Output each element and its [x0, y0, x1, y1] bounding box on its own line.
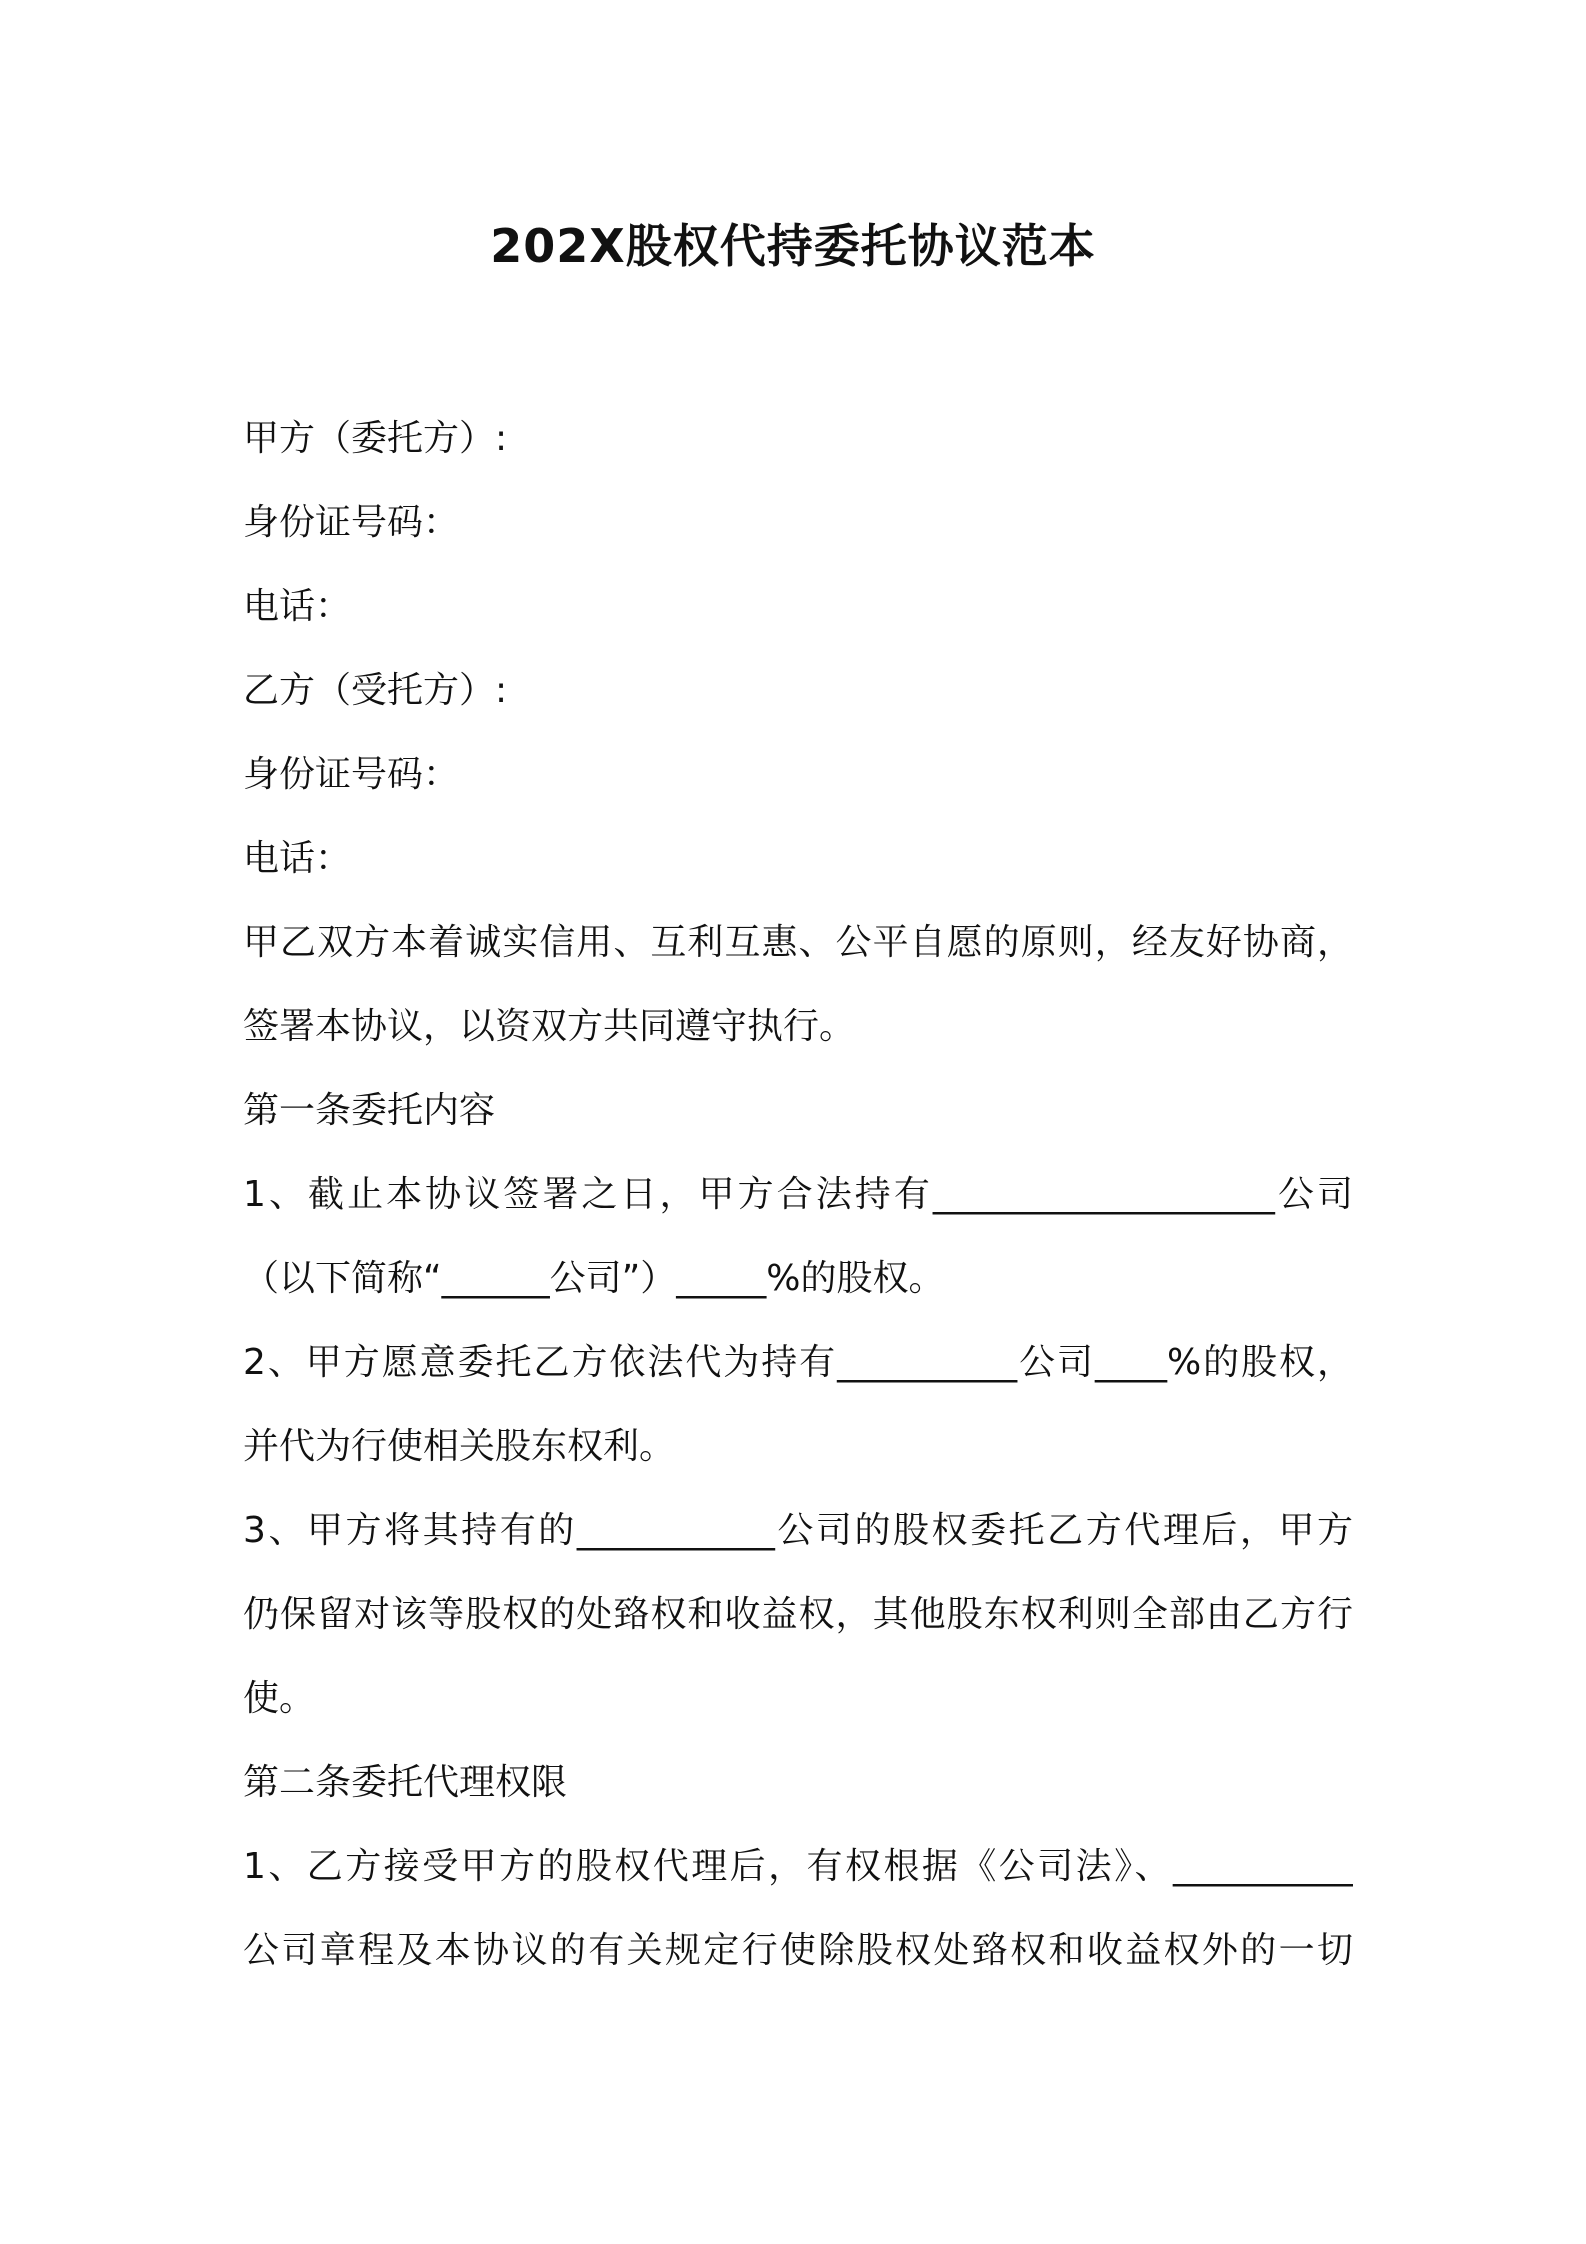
party-a-id-label: 身份证号码：	[243, 502, 460, 543]
clause-line: 1、乙方接受甲方的股权代理后，有权根据《公司法》、__________	[243, 1846, 1353, 1887]
clause-line: 3、甲方将其持有的___________公司的股权委托乙方代理后，甲方	[243, 1510, 1353, 1551]
party-a-phone-label: 电话：	[243, 586, 352, 627]
clause-line: 并代为行使相关股东权利。	[243, 1426, 676, 1467]
clause-line: 公司章程及本协议的有关规定行使除股权处臵权和收益权外的一切	[243, 1930, 1353, 1971]
preamble-line: 签署本协议，以资双方共同遵守执行。	[243, 1006, 856, 1047]
clause-line: 2、甲方愿意委托乙方依法代为持有__________公司____%的股权，	[243, 1342, 1353, 1383]
article-heading: 第二条委托代理权限	[243, 1762, 568, 1803]
document-title: 202X股权代持委托协议范本	[490, 219, 1096, 273]
party-a-label: 甲方（委托方）:	[243, 418, 508, 459]
article-heading: 第一条委托内容	[243, 1090, 496, 1131]
clause-line: 1、截止本协议签署之日，甲方合法持有___________________公司	[243, 1174, 1353, 1215]
party-b-id-label: 身份证号码：	[243, 754, 460, 795]
party-b-phone-label: 电话：	[243, 838, 352, 879]
clause-line: （以下简称“______公司”）_____%的股权。	[243, 1258, 945, 1299]
preamble-line: 甲乙双方本着诚实信用、互利互惠、公平自愿的原则，经友好协商，	[243, 922, 1353, 963]
document-body	[243, 397, 1353, 1993]
party-b-label: 乙方（受托方）:	[243, 670, 508, 711]
clause-line: 使。	[243, 1678, 316, 1719]
clause-line: 仍保留对该等股权的处臵权和收益权，其他股东权利则全部由乙方行	[243, 1594, 1353, 1635]
